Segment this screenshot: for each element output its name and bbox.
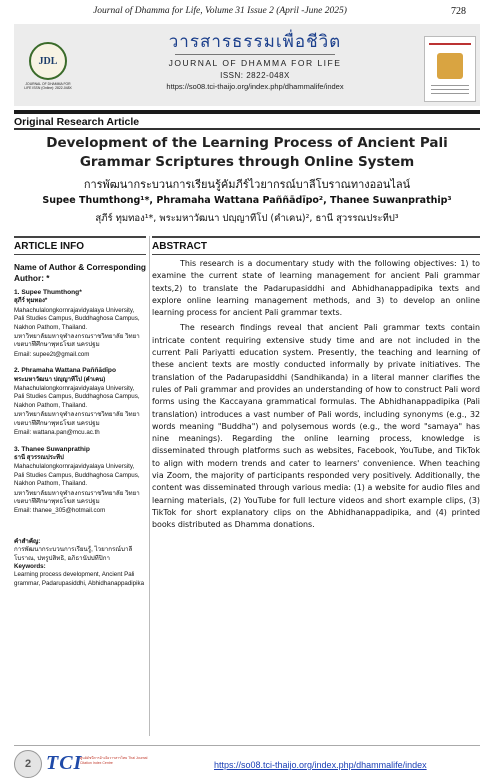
journal-issn: ISSN: 2822-048X [220,71,290,80]
keywords-thai-heading: คำสำคัญ: [14,537,41,545]
header-rule [14,110,480,114]
column-separator [149,236,150,736]
author-list-thai: สุภีร์ ทุมทอง¹*, พระมหาวัฒนา ปญฺญาทีโป (คำเคน)², ธานี สุวรรณประทีป³ [95,213,399,224]
jdl-logo-icon: JDL [29,42,67,80]
author-list: Supee Thumthong¹*, Phramaha Wattana Paññādīpo², Thanee Suwanprathip³ [42,195,452,206]
author-name: 3. Thanee Suwanprathip [14,445,90,453]
author-name-thai: พระมหาวัฒนา ปญฺญาทีโป (คำเคน) [14,376,106,383]
abstract-heading: ABSTRACT [152,241,207,252]
tci-caption: ศูนย์ดัชนีการอ้างอิงวารสารไทย Thai Journal Citation Index Centre [80,756,148,765]
keywords: Learning process development, Ancient Pali grammar, Padarupasiddhi, Abhidhanappadipika [14,571,145,587]
author-name-thai: สุภีร์ ทุมทอง* [14,298,48,305]
author-entry [14,367,146,437]
info-rule-top [14,236,146,238]
journal-thai-name: วารสารธรรมเพื่อชีวิต [168,32,342,52]
author-name: 1. Supee Thumthong* [14,289,82,296]
journal-cover-image [424,36,476,102]
author-email[interactable]: Email: thanee_305@hotmail.com [14,507,106,515]
abstract-body [152,258,480,532]
journal-english-name: JOURNAL OF DHAMMA FOR LIFE [168,58,342,68]
author-affiliation: Mahachulalongkornrajavidyalaya University, Pali Studies Campus, Buddhaghosa Campus, Nakhon Pathom, Thailand. [14,306,140,331]
author-name-thai: ธานี สุวรรณประทีป [14,454,64,461]
article-type: Original Research Article [14,116,140,128]
creative-commons-icon: 2 [14,750,42,778]
article-info-heading: ARTICLE INFO [14,241,84,252]
keywords-heading: Keywords: [14,562,46,570]
logo-caption: JOURNAL OF DHAMMA FOR LIFE ISSN (Online): 2822-048X [24,82,72,90]
article-info-column [14,262,146,588]
article-title-thai: การพัฒนากระบวนการเรียนรู้คัมภีร์ไวยากรณ์บาลีโบราณทางออนไลน์ [83,178,411,191]
author-info-heading: Name of Author & Corresponding Author: * [14,262,146,283]
author-affiliation-thai: มหาวิทยาลัยมหาจุฬาลงกรณราชวิทยาลัย วิทยาเขตบาฬีศึกษาพุทธโฆส นครปฐม [14,489,140,505]
author-email[interactable]: Email: supee2t@gmail.com [14,350,90,358]
footer-rule [14,745,480,746]
tci-logo: TCI [46,752,83,774]
abstract-paragraph: This research is a documentary study with the following objectives: 1) to examine the current state of learning management for ancient Pali grammar texts,2) to translate the Padarupasiddhi and Abhidhanappadipika texts and explore online learning management methods, and 3) to develop an online learning process for ancient Pali grammar texts. [152,259,480,318]
author-affiliation-thai: มหาวิทยาลัยมหาจุฬาลงกรณราชวิทยาลัย วิทยาเขตบาฬีศึกษาพุทธโฆส นครปฐม [14,333,140,349]
keywords-thai: การพัฒนากระบวนการเรียนรู้, ไวยากรณ์บาลีโบราณ, ปทรูปสิทธิ, อภิธานัปปทีปิกา [14,546,133,562]
author-entry [14,446,146,516]
masthead-divider [175,54,335,55]
journal-logo [22,42,74,90]
author-affiliation: Mahachulalongkornrajavidyalaya University, Pali Studies Campus, Buddhaghosa Campus, Nakhon Pathom, Thailand. [14,385,140,409]
page-number: 728 [451,6,466,17]
article-title: Development of the Learning Process of Ancient Pali Grammar Scriptures through Online System [46,135,448,170]
header-rule-thin [14,128,480,130]
running-head: Journal of Dhamma for Life, Volume 31 Issue 2 (April -June 2025) [93,6,347,16]
author-email[interactable]: Email: wattana.pan@mcu.ac.th [14,429,100,437]
abstract-rule-bottom [152,254,480,255]
footer-link[interactable]: https://so08.tci-thaijo.org/index.php/dhammalife/index [214,760,427,770]
journal-url[interactable]: https://so08.tci-thaijo.org/index.php/dhammalife/index [166,82,344,91]
abstract-rule-top [152,236,480,238]
author-affiliation: Mahachulalongkornrajavidyalaya University, Pali Studies Campus, Buddhaghosa Campus, Nakhon Pathom, Thailand. [14,463,140,488]
info-rule-bottom [14,254,146,255]
author-name: 2. Phramaha Wattana Paññādīpo [14,367,116,375]
author-entry [14,289,146,359]
author-affiliation-thai: มหาวิทยาลัยมหาจุฬาลงกรณราชวิทยาลัย วิทยาเขตบาฬีศึกษาพุทธโฆส นครปฐม [14,411,140,427]
abstract-paragraph: The research findings reveal that ancient Pali grammar texts contain intricate content requiring extensive study time and are not included in the current Pali Pariyatti education system. Presently, the teaching and learning of these ancient texts are mostly conducted informally by private initiatives. The translation of the Padarupasiddhi (Sandhikanda) in a literal manner clarifies the rules of Pali grammar and provides an understanding of how to construct Pali word forms using the Kaccayana grammatical formulas. The Abhidhanappadipika (Pali translation) introduces a vast number of Pali words, including synonyms (e.g., 32 words meaning "Buddha") and polysemous words (e.g., the word "samaya" has nine meanings). Regarding the online learning process, knowledge is disseminated through platforms such as websites, Facebook, YouTube, and TikTok to align with modern trends and cater to learners' convenience. When teaching via Zoom, the majority of participants responded very positively. Additionally, the content was disseminated through various media: (1) a website for audio files and learning materials, (2) YouTube for full lecture videos and short example clips, (3) TikTok for short explanatory clips on the Abhidhanappadipika, and (4) printed books distributed as Dhamma donations. [152,323,480,530]
